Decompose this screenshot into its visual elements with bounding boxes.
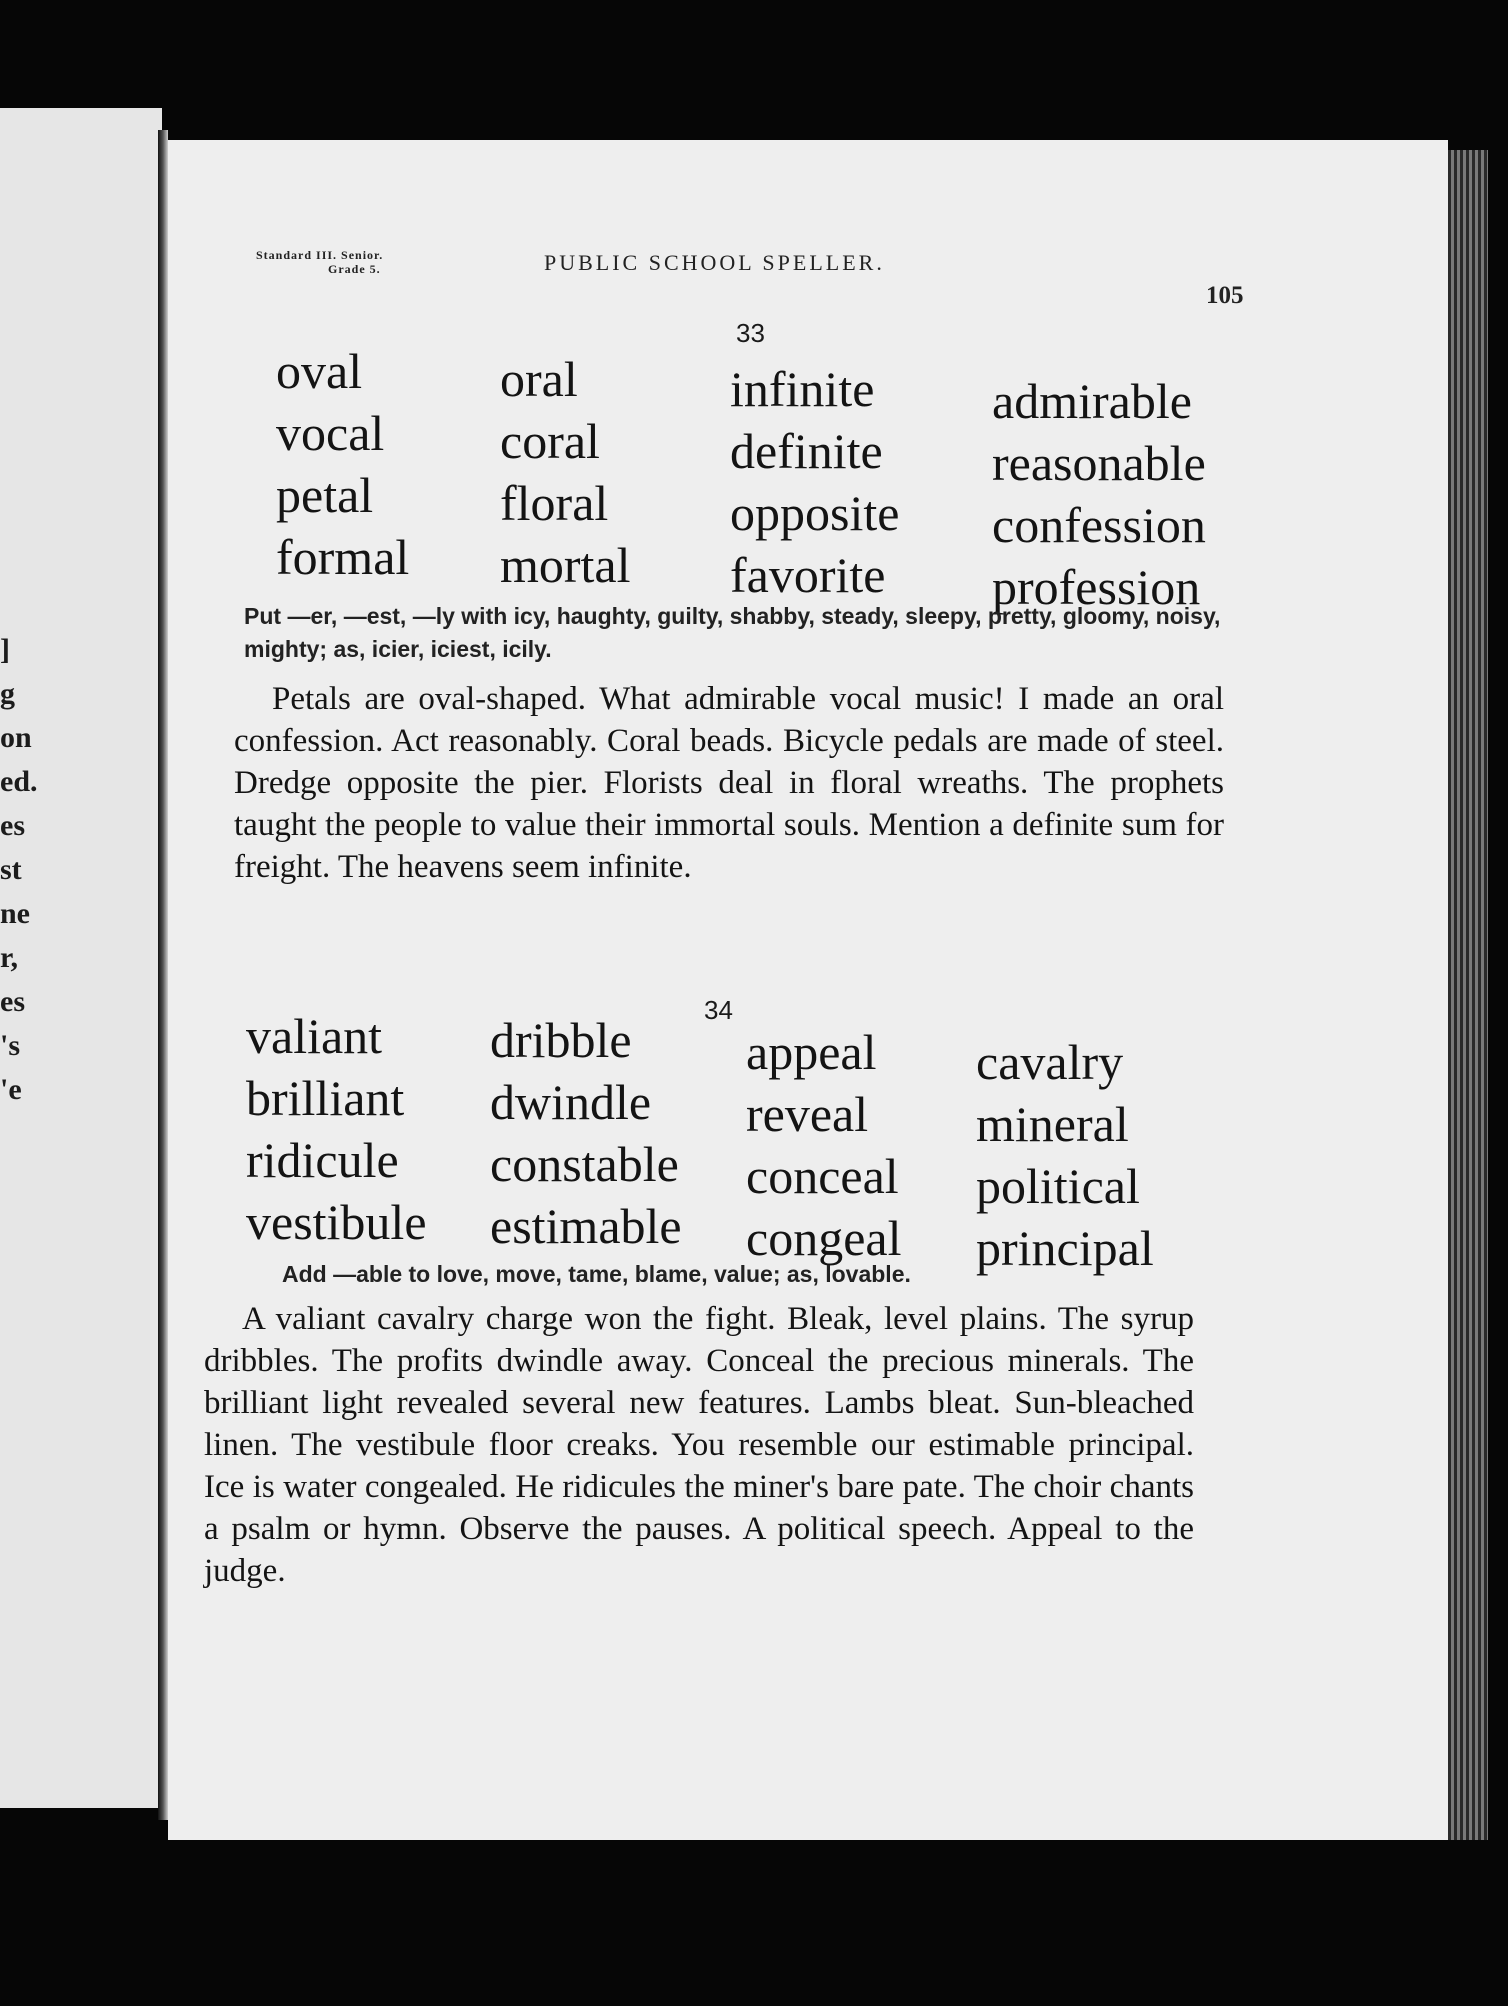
spelling-word: opposite <box>730 485 900 541</box>
word-column <box>746 1021 901 1269</box>
fragment: es <box>0 809 25 842</box>
word-column <box>276 340 409 588</box>
spelling-word: reasonable <box>992 435 1206 491</box>
spelling-word: reveal <box>746 1086 869 1142</box>
spelling-word: profession <box>992 559 1201 615</box>
book-gutter <box>158 130 168 1820</box>
spelling-word: ridicule <box>246 1132 399 1188</box>
page-edge <box>1448 150 1488 1840</box>
fragment: on <box>0 721 32 754</box>
spelling-word: estimable <box>490 1198 682 1254</box>
spelling-word: mineral <box>976 1096 1129 1152</box>
spelling-word: oval <box>276 343 363 399</box>
practice-paragraph: Petals are oval-shaped. What admirable vocal music! I made an oral confession. Act reasonably. Coral beads. Bicycle pedals are made of steel. Dredge opposite the pier. Florists deal in floral wreaths. The prophets taught the people to value their immortal souls. Mention a definite sum for freight. The heavens seem infinite. <box>234 681 1224 885</box>
fragment: es <box>0 985 25 1018</box>
spelling-word: coral <box>500 413 600 469</box>
left-page <box>0 108 162 1808</box>
spelling-word: cavalry <box>976 1034 1124 1090</box>
spelling-word: infinite <box>730 361 875 417</box>
word-column <box>490 1009 682 1257</box>
spelling-word: floral <box>500 475 609 531</box>
word-column <box>992 370 1206 618</box>
spelling-word: admirable <box>992 373 1192 429</box>
spelling-word: definite <box>730 423 883 479</box>
exercise-instruction: Add —able to love, move, tame, blame, value; as, lovable. <box>282 1261 911 1287</box>
page-header <box>256 240 1256 309</box>
spelling-word: principal <box>976 1220 1154 1276</box>
spelling-word: petal <box>276 467 374 523</box>
spelling-word: vocal <box>276 405 385 461</box>
spelling-word: confession <box>992 497 1206 553</box>
practice-sentences <box>234 678 1224 888</box>
word-column <box>976 1031 1154 1279</box>
word-column <box>500 348 631 596</box>
lesson-number: 33 <box>736 318 765 348</box>
lesson-number: 34 <box>704 995 733 1025</box>
spelling-word: valiant <box>246 1008 383 1064</box>
running-title: PUBLIC SCHOOL SPELLER. <box>544 250 885 275</box>
spelling-word: dwindle <box>490 1074 652 1130</box>
fragment: 'e <box>0 1073 22 1106</box>
word-column <box>730 358 899 606</box>
spelling-word: vestibule <box>246 1194 427 1250</box>
practice-paragraph: A valiant cavalry charge won the fight. Bleak, level plains. The syrup dribbles. The profits dwindle away. Conceal the precious minerals. The brilliant light revealed several new features. Lambs bleat. Sun-bleached linen. The vestibule floor creaks. You resemble our estimable principal. Ice is water congealed. He ridicules the miner's bare pate. The choir chants a psalm or hymn. Observe the pauses. A political speech. Appeal to the judge. <box>204 1301 1194 1589</box>
spelling-word: brilliant <box>246 1070 405 1126</box>
spelling-word: constable <box>490 1136 679 1192</box>
spelling-word: mortal <box>500 537 631 593</box>
fragment: ne <box>0 897 30 930</box>
spelling-word: conceal <box>746 1148 899 1204</box>
spelling-word: favorite <box>730 547 886 603</box>
standard-label: Standard III. Senior. <box>256 248 384 262</box>
word-column <box>246 1005 427 1253</box>
spelling-word: dribble <box>490 1012 632 1068</box>
fragment: ed. <box>0 765 38 798</box>
exercise-instruction: Put —er, —est, —ly with icy, haughty, guilty, shabby, steady, sleepy, pretty, gloomy, noisy, mighty; as, icier, iciest, icily. <box>244 603 1221 662</box>
fragment: 's <box>0 1029 21 1062</box>
spelling-word-list <box>276 340 1276 615</box>
spelling-word: oral <box>500 351 578 407</box>
left-page-text-fragments <box>0 628 60 1112</box>
spelling-word: political <box>976 1158 1140 1214</box>
practice-sentences <box>204 1298 1194 1592</box>
fragment: r, <box>0 941 19 974</box>
fragment: st <box>0 853 22 886</box>
fragment: g <box>0 677 15 710</box>
fragment: ] <box>0 633 10 666</box>
spelling-word: appeal <box>746 1024 877 1080</box>
grade-label: Grade 5. <box>328 262 381 276</box>
page-number: 105 <box>1206 282 1244 309</box>
spelling-word: formal <box>276 529 410 585</box>
spelling-word: congeal <box>746 1210 902 1266</box>
standard-grade-label <box>256 248 383 276</box>
